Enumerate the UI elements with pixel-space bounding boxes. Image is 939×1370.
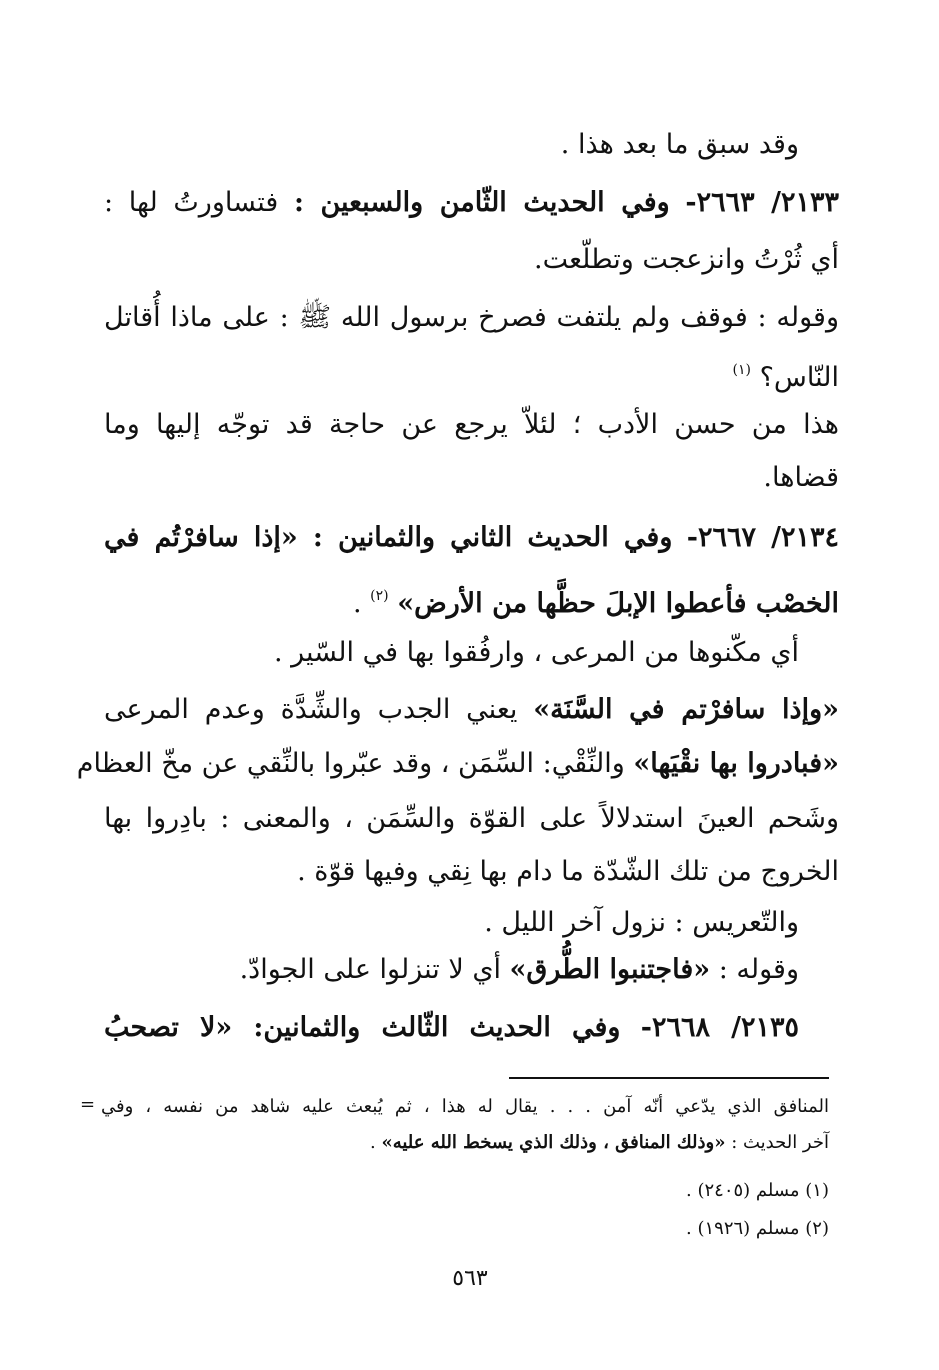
paragraph-line: النّاس؟ $^{(١)}$ — [732, 362, 839, 393]
page-number: ٥٦٣ — [452, 1266, 488, 1291]
entry-number: ٢١٣٣/ ٢٦٦٣- — [685, 187, 839, 218]
hadith-quote: «وإذا سافرْتم في السَّنَة» — [533, 694, 839, 725]
entry-heading: وفي الحديث الثّامن والسبعين : — [293, 187, 670, 218]
section-heading-2134 — [104, 518, 839, 558]
paragraph-line: الخصْب فأعطوا الإبلَ حظَّها من الأرض» $^{(٢)}$ . — [352, 588, 839, 619]
hadith-quote: «فاجتنبوا الطُّرق» — [509, 954, 711, 985]
paragraph-line: أي مكّنوها من المرعى ، وارفُقوا بها في السّير . — [273, 637, 799, 668]
paragraph-line: «فبادروا بها نقْيَها» والنِّقْي: السِّمَن ، وقد عبّروا بالنِّقي عن مخّ العظام — [76, 748, 839, 779]
entry-number: ٢١٣٤/ ٢٦٦٧- — [686, 522, 839, 553]
paragraph-line: هذا من حسن الأدب ؛ لئلاّ يرجع عن حاجة قد توجّه إليها وما — [104, 409, 839, 440]
footnote-line: آخر الحديث : «وذلك المنافق ، وذلك الذي يسخط الله عليه» . — [370, 1132, 829, 1153]
footnote-1: (١) مسلم (٢٤٠٥) . — [686, 1180, 829, 1201]
section-heading-2135 — [104, 1008, 799, 1048]
entry-heading: وفي الحديث الثاني والثمانين : «إذا سافرْتُم في — [104, 522, 673, 553]
continuation-mark: = — [80, 1094, 96, 1115]
hadith-quote: الخصْب فأعطوا الإبلَ حظَّها من الأرض» — [397, 588, 839, 619]
paragraph-line: وقوله : فوقف ولم يلتفت فصرخ برسول الله ﷺ : على ماذا أُقاتل — [104, 302, 839, 333]
paragraph-line: والتّعريس : نزول آخر الليل . — [484, 907, 799, 938]
paragraph-line: الخروج من تلك الشّدّة ما دام بها نِقي وفيها قوّة . — [297, 856, 839, 887]
entry-heading: وفي الحديث الثّالث والثمانين: «لا تصحبُ — [104, 1012, 621, 1043]
paragraph-line: وقد سبق ما بعد هذا . — [560, 129, 799, 160]
paragraph-line: وقوله : «فاجتنبوا الطُّرق» أي لا تنزلوا على الجوادّ. — [239, 954, 799, 985]
footnote-2: (٢) مسلم (١٩٢٦) . — [686, 1218, 829, 1239]
footnote-ref: (١) — [732, 362, 751, 378]
footnote-line: المنافق الذي يدّعي أنّه آمن . . . يقال له هذا ، ثم يُبعث عليه شاهد من نفسه ، وفي — [101, 1096, 829, 1117]
paragraph-line: قضاها. — [763, 462, 839, 493]
footnote-separator — [509, 1077, 829, 1079]
hadith-quote: «فبادروا بها نقْيَها» — [633, 748, 839, 779]
footnote-quote: «وذلك المنافق ، وذلك الذي يسخط الله عليه» — [381, 1132, 726, 1153]
paragraph-line: «وإذا سافرْتم في السَّنَة» يعني الجدب والشِّدَّة وعدم المرعى — [104, 694, 839, 725]
section-heading-2133: ٢١٣٣/ ٢٦٦٣- وفي الحديث الثّامن والسبعين : فتساورتُ لها : — [104, 187, 839, 218]
entry-number: ٢١٣٥/ ٢٦٦٨- — [640, 1012, 799, 1043]
paragraph-line: وشَحم العينَ استدلالاً على القوّة والسِّمَن ، والمعنى : بادِروا بها — [104, 803, 839, 834]
footnote-ref: (٢) — [370, 588, 389, 604]
paragraph-line: أي ثُرْتُ وانزعجت وتطلّعت. — [534, 244, 839, 275]
